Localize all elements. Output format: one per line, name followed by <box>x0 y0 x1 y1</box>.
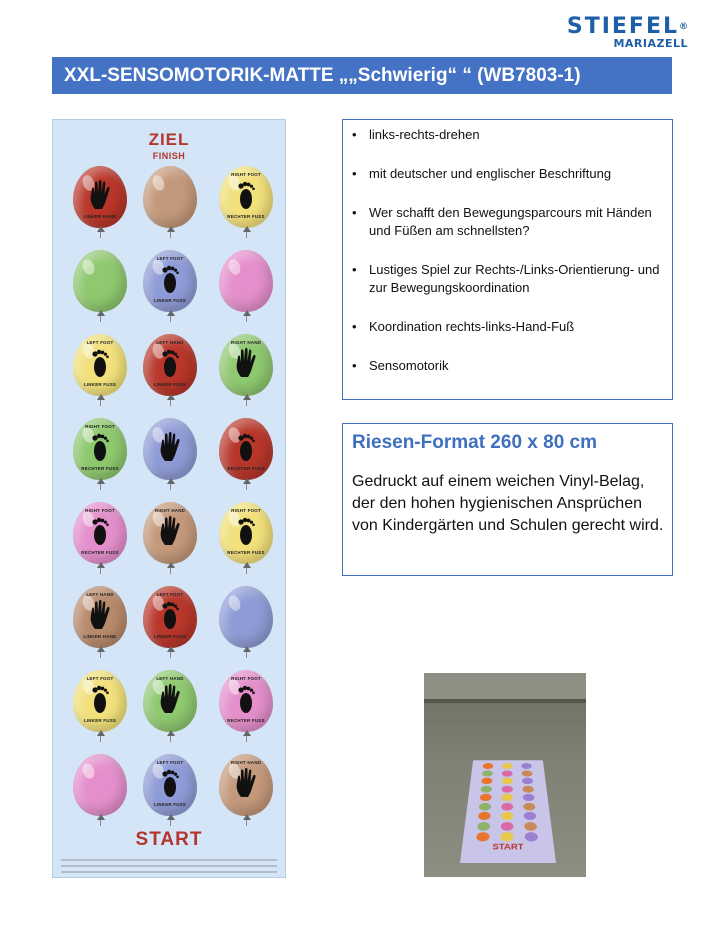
balloon-caption-bottom: RECHTER FUSS <box>227 550 265 555</box>
balloon-string <box>100 820 101 826</box>
mat-top-label: ZIEL <box>148 130 190 149</box>
balloon-string <box>100 736 101 742</box>
balloon <box>73 754 127 826</box>
balloon-caption-top: LEFT FOOT <box>156 760 184 765</box>
balloon-caption-bottom: LINKER HAND <box>83 214 117 219</box>
balloon-caption-bottom: LINKER FUSS <box>153 802 187 807</box>
balloon-knot <box>97 730 105 736</box>
photo-balloon <box>522 778 533 784</box>
balloon-knot <box>243 226 251 232</box>
photo-balloon <box>482 770 493 776</box>
photo-balloon <box>502 786 513 793</box>
balloon-body <box>143 166 197 228</box>
photo-mat <box>460 760 556 863</box>
balloon-caption-bottom: RECHTER FUSS <box>227 466 265 471</box>
balloon-body <box>219 586 273 648</box>
balloon-string <box>100 400 101 406</box>
balloon-body <box>73 754 127 816</box>
balloon-caption-top: RIGHT HAND <box>230 340 262 345</box>
hand-icon <box>158 516 182 546</box>
photo-wall <box>424 673 586 701</box>
product-photo <box>424 673 586 877</box>
balloon-string <box>170 820 171 826</box>
hand-icon <box>88 600 112 630</box>
feature-item: • mit deutscher und englischer Beschriftung <box>351 165 662 183</box>
photo-balloon <box>522 770 533 776</box>
photo-balloon <box>480 786 492 793</box>
balloon-caption-bottom: LINKER HAND <box>83 634 117 639</box>
balloon-caption-top: LEFT HAND <box>156 340 184 345</box>
hand-icon <box>234 768 258 798</box>
balloon <box>219 334 273 406</box>
feature-item: • Lustiges Spiel zur Rechts-/Links-Orientierung- und zur Bewegungskoordination <box>351 261 662 297</box>
feature-item: • links-rechts-drehen <box>351 126 662 144</box>
balloon-knot <box>243 646 251 652</box>
balloon-string <box>170 652 171 658</box>
balloon-knot <box>243 562 251 568</box>
hand-icon <box>234 348 258 378</box>
feature-list <box>351 126 662 375</box>
photo-start-label: START <box>492 842 524 852</box>
balloon-caption-top: RIGHT FOOT <box>231 172 261 177</box>
balloon <box>73 250 127 322</box>
balloon <box>73 670 127 742</box>
format-description: Gedruckt auf einem weichen Vinyl-Belag, der den hohen hygienischen Ansprüchen von Kindergärten und Schulen gerecht wird. <box>352 473 664 534</box>
balloon-string <box>100 568 101 574</box>
mat-image <box>52 119 286 878</box>
balloon-knot <box>243 310 251 316</box>
format-title: Riesen-Format 260 x 80 cm <box>352 432 598 453</box>
hand-icon <box>158 684 182 714</box>
balloon-caption-bottom: LINKER FUSS <box>153 298 187 303</box>
balloon-string <box>246 820 247 826</box>
balloon-knot <box>167 310 175 316</box>
photo-balloon <box>479 803 491 811</box>
balloon-knot <box>167 646 175 652</box>
balloon-string <box>100 484 101 490</box>
photo-balloon <box>500 832 513 841</box>
foot-icon <box>234 432 258 462</box>
balloon-caption-top: RIGHT FOOT <box>85 424 115 429</box>
photo-balloon <box>480 794 492 801</box>
balloon-string <box>246 736 247 742</box>
balloon <box>219 250 273 322</box>
balloon <box>143 502 197 574</box>
photo-balloon <box>523 794 535 801</box>
balloon-caption-bottom: RECHTER FUSS <box>227 718 265 723</box>
feature-item: • Wer schafft den Bewegungsparcours mit Händen und Füßen am schnellsten? <box>351 204 662 240</box>
foot-icon <box>158 768 182 798</box>
photo-balloon <box>501 803 513 811</box>
balloon-knot <box>97 394 105 400</box>
foot-icon <box>158 600 182 630</box>
balloon-caption-top: LEFT HAND <box>156 676 184 681</box>
balloon <box>73 502 127 574</box>
balloon-string <box>246 568 247 574</box>
balloon-knot <box>167 814 175 820</box>
foot-icon <box>88 348 112 378</box>
photo-baseboard <box>424 699 586 703</box>
balloon <box>219 418 273 490</box>
balloon-string <box>246 484 247 490</box>
balloon-knot <box>97 310 105 316</box>
foot-icon <box>88 516 112 546</box>
balloon-knot <box>167 226 175 232</box>
balloon-knot <box>243 394 251 400</box>
photo-balloon <box>523 803 535 811</box>
balloon-string <box>170 400 171 406</box>
photo-balloon <box>502 763 513 769</box>
balloon-caption-bottom: LINKER FUSS <box>153 634 187 639</box>
balloon-string <box>246 652 247 658</box>
balloon-string <box>170 316 171 322</box>
balloon-string <box>246 232 247 238</box>
foot-icon <box>88 684 112 714</box>
balloon-string <box>170 232 171 238</box>
photo-balloon <box>477 822 490 831</box>
foot-icon <box>158 348 182 378</box>
balloon-knot <box>243 478 251 484</box>
photo-balloon <box>501 794 513 801</box>
balloon <box>143 670 197 742</box>
balloon-string <box>100 316 101 322</box>
foot-icon <box>234 684 258 714</box>
foot-icon <box>234 516 258 546</box>
photo-balloon <box>501 822 514 831</box>
balloon-knot <box>243 814 251 820</box>
photo-balloon <box>501 812 513 820</box>
balloon-knot <box>97 478 105 484</box>
hand-icon <box>158 432 182 462</box>
balloon <box>219 502 273 574</box>
balloon <box>143 418 197 490</box>
feature-list-box <box>342 119 673 400</box>
foot-icon <box>88 432 112 462</box>
balloon-knot <box>97 646 105 652</box>
photo-balloon <box>502 778 513 784</box>
balloon-string <box>100 652 101 658</box>
balloon-knot <box>97 226 105 232</box>
balloon-body <box>219 250 273 312</box>
balloon <box>219 586 273 658</box>
logo-registered: ® <box>679 22 688 32</box>
photo-balloon <box>481 778 492 784</box>
balloon <box>143 754 197 826</box>
photo-balloon <box>522 786 534 793</box>
balloon <box>73 586 127 658</box>
mat-bottom-label: START <box>135 829 203 850</box>
balloon <box>219 166 273 238</box>
balloon-caption-bottom: LINKER FUSS <box>153 382 187 387</box>
balloon-string <box>246 400 247 406</box>
balloon-string <box>170 736 171 742</box>
fine-print-line <box>61 859 277 861</box>
balloon-caption-top: LEFT HAND <box>86 592 114 597</box>
brand-logo <box>567 16 688 50</box>
fine-print-line <box>61 865 277 867</box>
balloon-knot <box>243 730 251 736</box>
balloon-caption-bottom: RECHTER FUSS <box>81 466 119 471</box>
balloon <box>143 250 197 322</box>
photo-balloon <box>476 832 490 841</box>
balloon-caption-top: LEFT FOOT <box>156 256 184 261</box>
logo-sub: MARIAZELL <box>613 37 688 50</box>
balloon-string <box>170 568 171 574</box>
balloon-string <box>100 232 101 238</box>
format-box <box>342 423 673 576</box>
balloon <box>73 166 127 238</box>
balloon <box>73 334 127 406</box>
balloon-string <box>170 484 171 490</box>
page-title: XXL-SENSOMOTORIK-MATTE „„Schwierig“ “ (WB7803-1) <box>52 57 672 94</box>
photo-balloon <box>524 812 537 820</box>
feature-item: • Koordination rechts-links-Hand-Fuß <box>351 318 662 336</box>
balloon-caption-top: RIGHT FOOT <box>231 676 261 681</box>
photo-balloon <box>525 832 539 841</box>
mat-top-sublabel: FINISH <box>152 151 186 161</box>
foot-icon <box>158 264 182 294</box>
balloon-caption-top: LEFT FOOT <box>86 676 114 681</box>
balloon-caption-bottom: LINKER FUSS <box>83 382 117 387</box>
balloon-knot <box>167 562 175 568</box>
balloon-caption-bottom: LINKER FUSS <box>83 718 117 723</box>
logo-brand: STIEFEL <box>566 14 679 39</box>
balloon-caption-top: RIGHT HAND <box>230 760 262 765</box>
balloon <box>73 418 127 490</box>
balloon-caption-top: RIGHT FOOT <box>85 508 115 513</box>
balloon <box>143 586 197 658</box>
balloon-caption-bottom: RECHTER FUSS <box>81 550 119 555</box>
balloon-knot <box>97 814 105 820</box>
balloon <box>219 670 273 742</box>
balloon-knot <box>167 730 175 736</box>
balloon-string <box>246 316 247 322</box>
balloon-knot <box>97 562 105 568</box>
photo-balloon <box>524 822 537 831</box>
feature-item: • Sensomotorik <box>351 357 662 375</box>
balloon-body <box>73 250 127 312</box>
balloon-knot <box>167 394 175 400</box>
balloon <box>143 334 197 406</box>
photo-balloon <box>502 770 513 776</box>
balloon-caption-top: LEFT FOOT <box>86 340 114 345</box>
balloon <box>219 754 273 826</box>
hand-icon <box>88 180 112 210</box>
balloon-caption-top: LEFT FOOT <box>156 592 184 597</box>
photo-balloon <box>521 763 532 769</box>
balloon-caption-top: RIGHT FOOT <box>231 508 261 513</box>
foot-icon <box>234 180 258 210</box>
balloon-knot <box>167 478 175 484</box>
balloon-caption-top: RIGHT HAND <box>154 508 186 513</box>
fine-print-line <box>61 871 277 873</box>
photo-balloon <box>482 763 493 769</box>
balloon <box>143 166 197 238</box>
balloon-caption-bottom: RECHTER FUSS <box>227 214 265 219</box>
photo-balloon <box>478 812 491 820</box>
